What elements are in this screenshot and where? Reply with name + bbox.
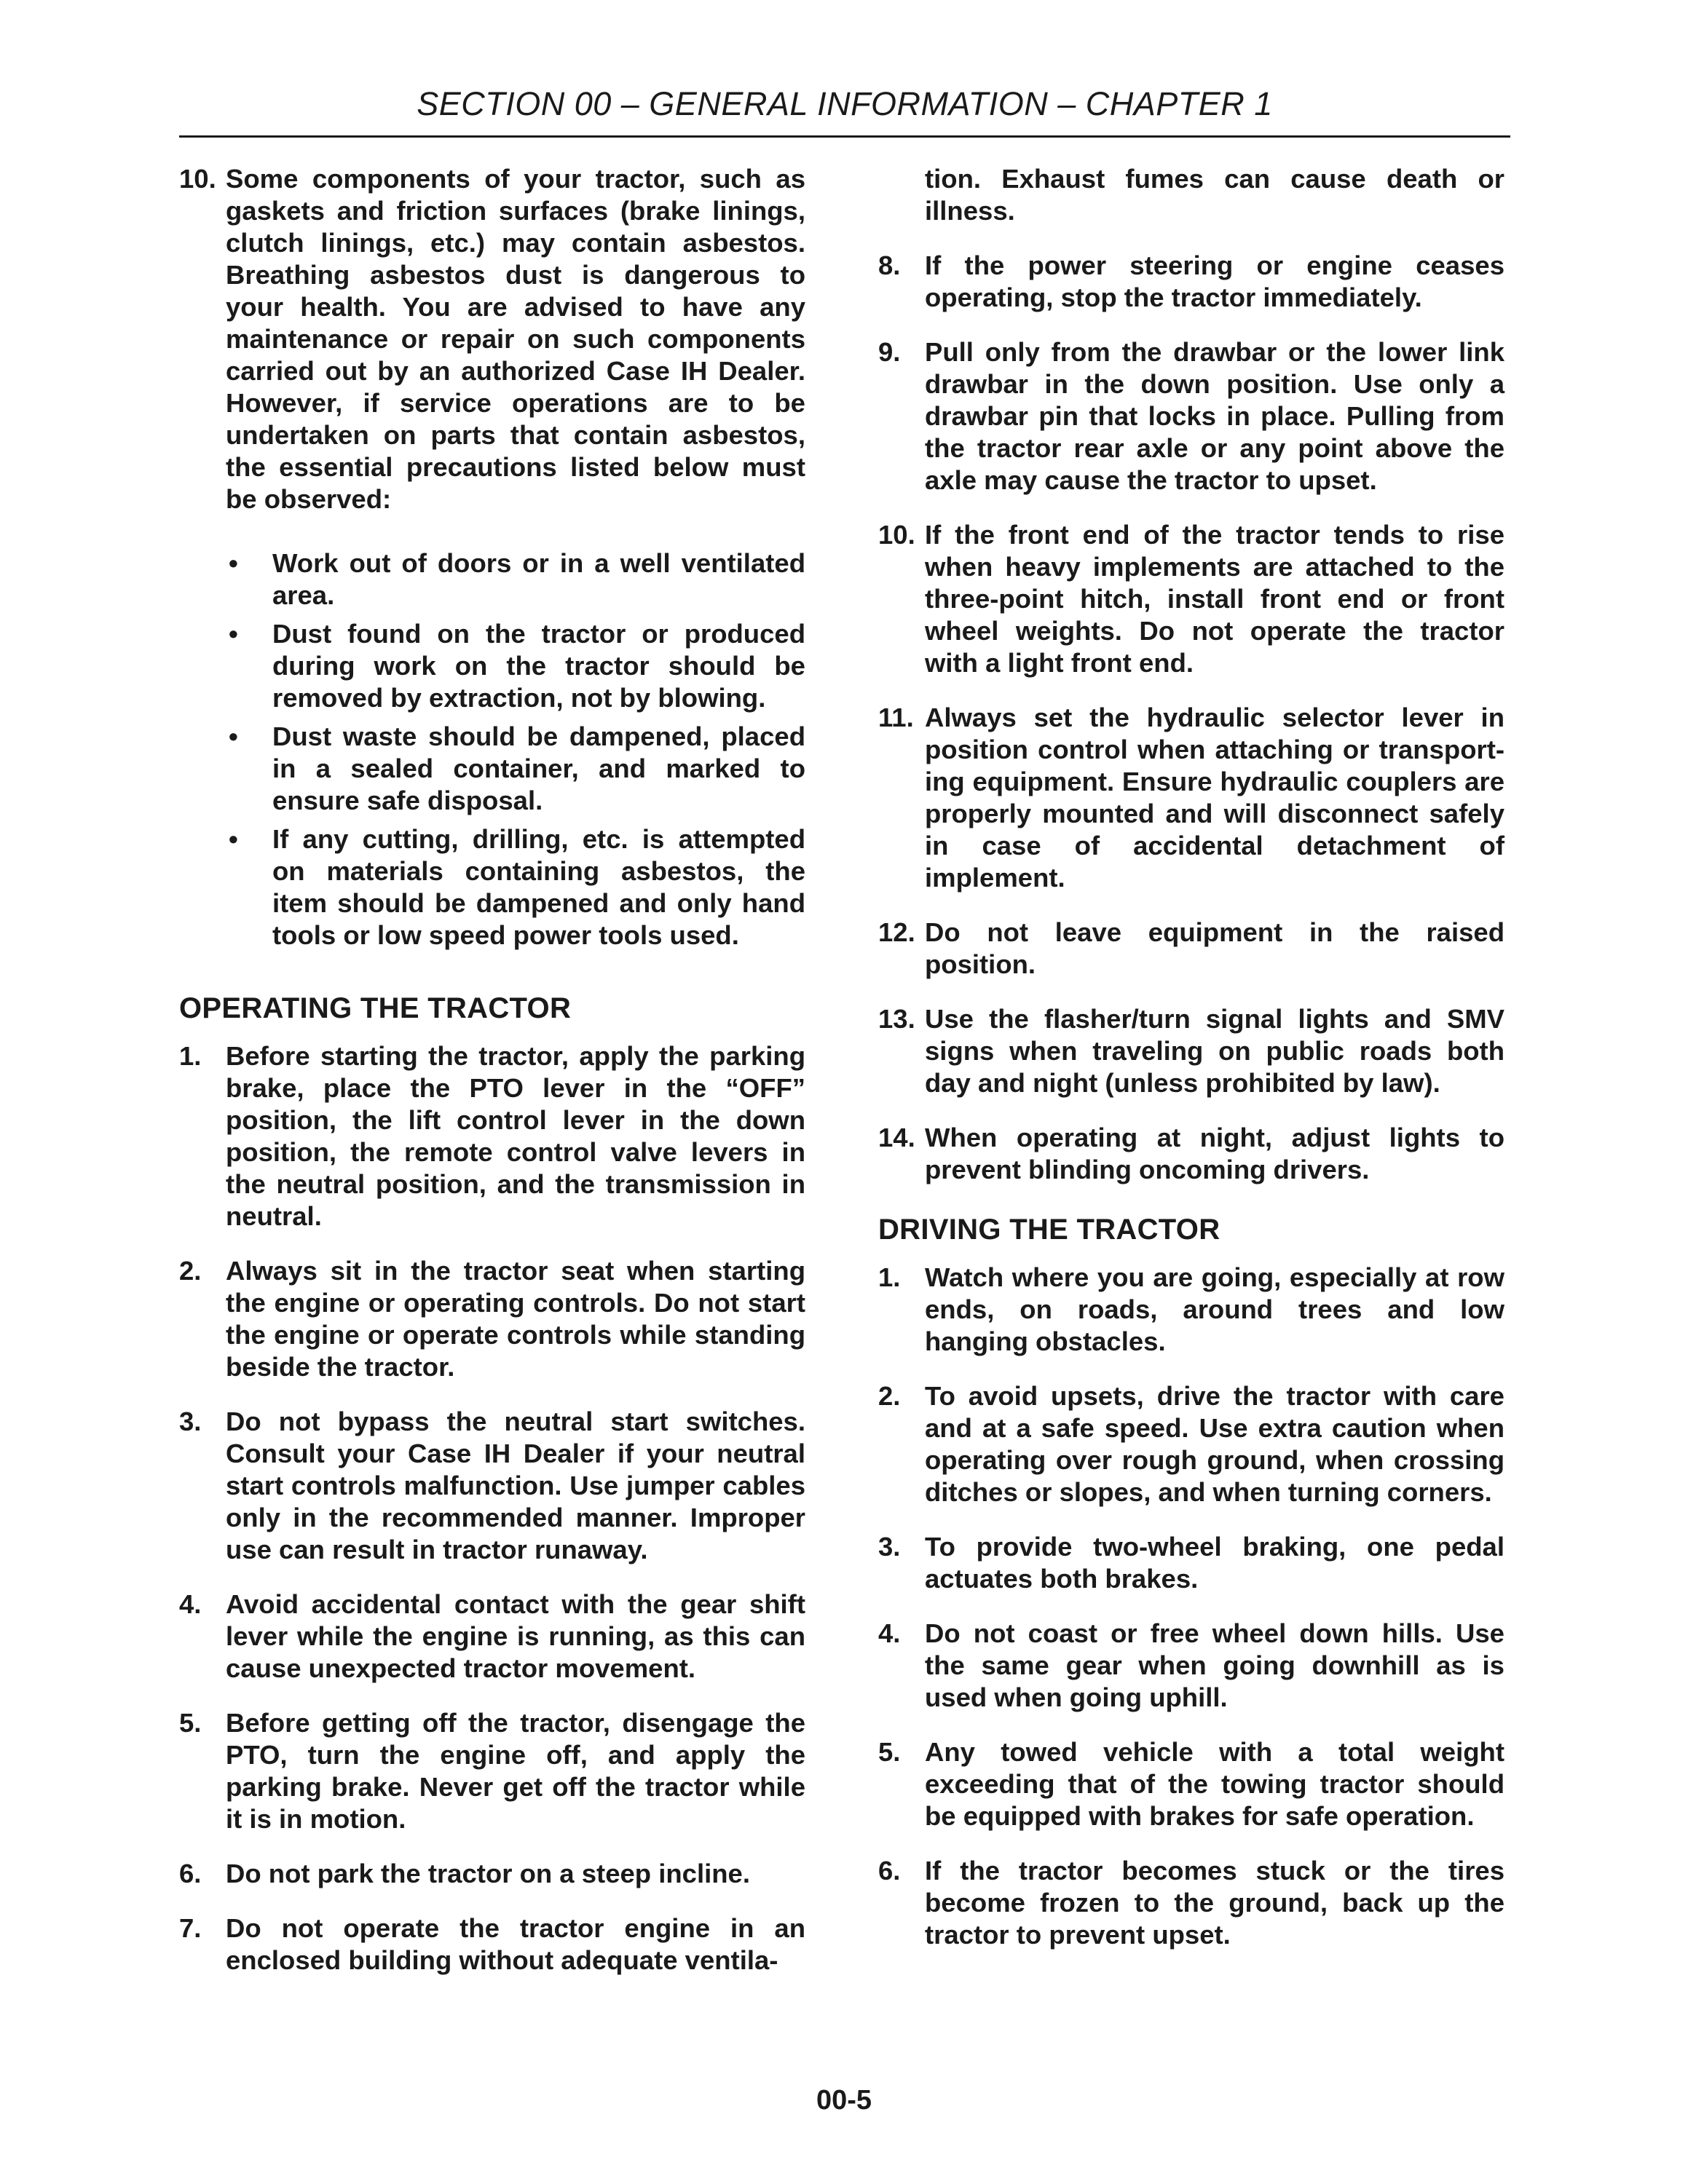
list-item: [179, 1040, 805, 1233]
item-number: 2.: [179, 1256, 202, 1286]
list-item: [878, 1003, 1504, 1099]
list-item: [878, 1618, 1504, 1714]
item-text: tion. Exhaust fumes can cause death or illness.: [925, 164, 1504, 226]
bullet-item: [226, 547, 805, 612]
list-item: [179, 1255, 805, 1383]
item-text: To avoid upsets, drive the tractor with care and at a safe speed. Use extra caution when operating over rough ground, when crossing ditches or slopes, and when turning corners.: [925, 1381, 1504, 1507]
item-text: Before getting off the tractor, disengage the PTO, turn the engine off, and apply the parking brake. Never get off the tractor while it is in motion.: [226, 1708, 805, 1834]
item-text: Do not park the tractor on a steep incline.: [226, 1859, 750, 1888]
bullet-item: [226, 721, 805, 817]
item-number: 13.: [878, 1004, 915, 1034]
list-item: [878, 336, 1504, 496]
item-number: 8.: [878, 250, 901, 280]
item-number: 4.: [878, 1618, 901, 1648]
section-heading-operating: OPERATING THE TRACTOR: [179, 992, 572, 1024]
list-item: [878, 1122, 1504, 1186]
item-number: 1.: [878, 1262, 901, 1292]
item-text: Do not operate the tractor engine in an enclosed building without adequate ventila-: [226, 1913, 805, 1975]
item-number: 10.: [878, 520, 915, 550]
item-number: 3.: [878, 1532, 901, 1562]
asbestos-precautions-list: [226, 547, 805, 951]
left-column: [179, 163, 805, 1999]
item-text: If the power steering or engine ceases operating, stop the tractor immediately.: [925, 250, 1504, 312]
page-header-title: SECTION 00 – GENERAL INFORMATION – CHAPTER 1: [417, 85, 1273, 122]
bullet-item: [226, 618, 805, 714]
item-text: If the front end of the tractor tends to rise when heavy implements are attached to the three-point hitch, install front end or front wheel weights. Do not operate the tractor with a light front end.: [925, 520, 1504, 678]
list-item: [878, 1531, 1504, 1595]
bullet-text: Dust found on the tractor or produced during work on the tractor should be removed by extraction, not by blowing.: [272, 619, 805, 713]
list-item: [878, 1262, 1504, 1358]
item-text: Do not coast or free wheel down hills. Use the same gear when going downhill as is used when going uphill.: [925, 1618, 1504, 1712]
bullet-item: [226, 823, 805, 951]
item-text: Pull only from the drawbar or the lower link drawbar in the down position. Use only a drawbar pin that locks in place. Pulling from the tractor rear axle or any point above the axle may cause the tractor to upset.: [925, 337, 1504, 495]
item-number: 6.: [878, 1856, 901, 1886]
list-item: [878, 1736, 1504, 1832]
item-text: Watch where you are going, especially at row ends, on roads, around trees and low hanging obstacles.: [925, 1262, 1504, 1356]
list-item: [179, 1588, 805, 1685]
list-item: [878, 1855, 1504, 1951]
item-number: 9.: [878, 337, 901, 367]
bullet-mark: •: [229, 548, 238, 578]
list-item: [878, 250, 1504, 314]
item-number: 14.: [878, 1123, 915, 1152]
section-heading-driving: DRIVING THE TRACTOR: [878, 1214, 1220, 1246]
item-text: To provide two-wheel braking, one pedal actuates both brakes.: [925, 1532, 1504, 1594]
item-text: Use the flasher/turn signal lights and SMV signs when traveling on public roads both day and night (unless prohibited by law).: [925, 1004, 1504, 1098]
right-column: [878, 163, 1504, 1974]
list-item: [878, 917, 1504, 981]
item-text: Do not leave equipment in the raised position.: [925, 917, 1504, 979]
list-item: [179, 1707, 805, 1835]
bullet-mark: •: [229, 619, 238, 649]
list-item: [179, 1406, 805, 1566]
list-item-asbestos: [179, 163, 805, 515]
item-text: Always set the hydraulic selector lever in position control when attaching or transport-ing equipment. Ensure hydraulic couplers are properly mounted and will disconnect safely in case of accidental detachment of implement.: [925, 703, 1504, 893]
bullet-mark: •: [229, 721, 238, 751]
item-number: 4.: [179, 1589, 202, 1619]
item-text: Always sit in the tractor seat when starting the engine or operating controls. Do not start the engine or operate controls while standing beside the tractor.: [226, 1256, 805, 1382]
item-number: 10.: [179, 164, 216, 194]
item-number: 1.: [179, 1041, 202, 1071]
item-text: Any towed vehicle with a total weight exceeding that of the towing tractor should be equipped with brakes for safe operation.: [925, 1737, 1504, 1831]
bullet-text: If any cutting, drilling, etc. is attempted on materials containing asbestos, the item should be dampened and only hand tools or low speed power tools used.: [272, 824, 805, 950]
item-number: 3.: [179, 1406, 202, 1436]
list-item: [878, 519, 1504, 679]
bullet-text: Work out of doors or in a well ventilated area.: [272, 548, 805, 610]
list-item: [878, 702, 1504, 894]
item-number: 2.: [878, 1381, 901, 1411]
bullet-text: Dust waste should be dampened, placed in a sealed container, and marked to ensure safe disposal.: [272, 721, 805, 815]
item-number: 5.: [179, 1708, 202, 1738]
item-text: If the tractor becomes stuck or the tires become frozen to the ground, back up the tractor to prevent upset.: [925, 1856, 1504, 1950]
item-text: Before starting the tractor, apply the parking brake, place the PTO lever in the “OFF” position, the lift control lever in the down position, the remote control valve levers in the neutral position, and the transmission in neutral.: [226, 1041, 805, 1231]
item-number: 5.: [878, 1737, 901, 1767]
item-text: When operating at night, adjust lights to prevent blinding oncoming drivers.: [925, 1123, 1504, 1184]
item-number: 12.: [878, 917, 915, 947]
list-item: [179, 1912, 805, 1977]
header-divider: [179, 135, 1510, 138]
list-item: [878, 1380, 1504, 1508]
item-number: 7.: [179, 1913, 202, 1943]
item-number: 6.: [179, 1859, 202, 1888]
list-item: [179, 1858, 805, 1890]
list-item-continuation: [878, 163, 1504, 227]
item-text: Avoid accidental contact with the gear shift lever while the engine is running, as this can cause unexpected tractor movement.: [226, 1589, 805, 1683]
item-text: Do not bypass the neutral start switches. Consult your Case IH Dealer if your neutral start controls malfunction. Use jumper cables only in the recommended manner. Improper use can result in tractor runaway.: [226, 1406, 805, 1564]
item-number: 11.: [878, 703, 914, 732]
page-number: 00-5: [816, 2085, 872, 2116]
bullet-mark: •: [229, 824, 238, 854]
item-text: Some components of your tractor, such as gaskets and friction surfaces (brake linings, clutch linings, etc.) may contain asbestos. Breathing asbestos dust is dangerous to your health. You are advised to have any maintenance or repair on such components carried out by an authorized Case IH Dealer. However, if service operations are to be undertaken on parts that contain asbestos, the essential precautions listed below must be observed:: [226, 164, 805, 514]
